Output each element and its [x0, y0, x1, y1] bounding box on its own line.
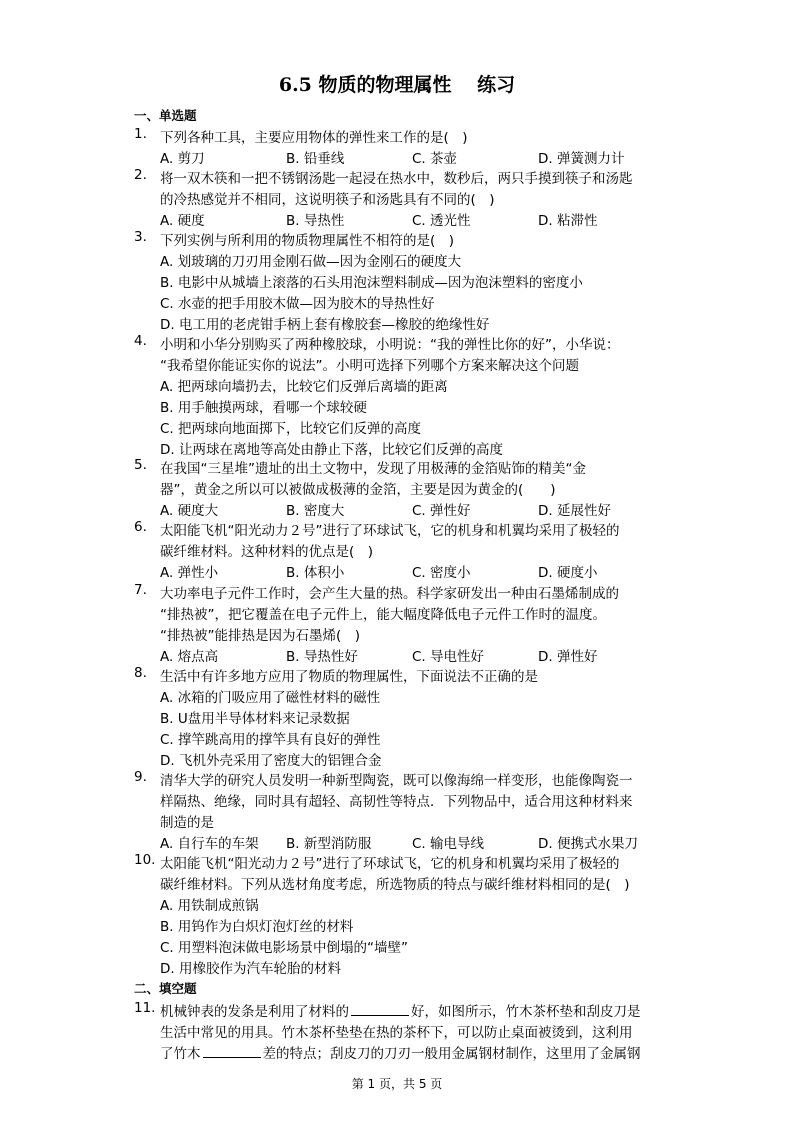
question-line: 太阳能飞机“阳光动力２号”进行了环球试飞，它的机身和机翼均采用了极轻的	[160, 523, 620, 539]
question-line: 机械钟表的发条是利用了材料的 好，如图所示，竹木茶杯垫和刮皮刀是	[160, 1000, 641, 1020]
question-number: 5.	[134, 457, 147, 473]
question-number: 1.	[134, 126, 147, 142]
option-c[interactable]: C. 把两球向地面掷下，比较它们反弹的高度	[160, 421, 422, 437]
option-b[interactable]: B. U盘用半导体材料来记录数据	[160, 711, 350, 727]
question-number: 2.	[134, 167, 147, 183]
option-a[interactable]: A. 硬度	[160, 213, 205, 229]
answer-blank[interactable]	[203, 1043, 261, 1058]
option-a[interactable]: A. 冰箱的门吸应用了磁性材料的磁性	[160, 690, 381, 706]
question-line: 大功率电子元件工作时，会产生大量的热。科学家研发出一种由石墨烯制成的	[160, 586, 619, 602]
question-line: 在我国“三星堆”遗址的出土文物中，发现了用极薄的金箔贴饰的精美“金	[160, 461, 586, 477]
option-d[interactable]: D. 用橡胶作为汽车轮胎的材料	[160, 961, 341, 977]
page-footer: 第 1 页，共 5 页	[351, 1077, 443, 1091]
option-a[interactable]: A. 用铁制成煎锅	[160, 898, 259, 914]
option-c[interactable]: C. 用塑料泡沫做电影场景中倒塌的“墙壁”	[160, 940, 408, 956]
question-line: 太阳能飞机“阳光动力２号”进行了环球试飞，它的机身和机翼均采用了极轻的	[160, 856, 620, 872]
question-line: 样隔热、绝缘，同时具有超轻、高韧性等特点．下列物品中，适合用这种材料来	[160, 794, 633, 810]
option-c[interactable]: C. 输电导线	[412, 836, 485, 852]
question-line: “排热被”能排热是因为石墨烯( )	[160, 628, 361, 644]
answer-blank[interactable]	[351, 1001, 409, 1016]
option-c[interactable]: C. 撑竿跳高用的撑竿具有良好的弹性	[160, 732, 381, 748]
question-number: 10.	[134, 852, 156, 868]
question-line: 将一双木筷和一把不锈钢汤匙一起浸在热水中，数秒后，两只手摸到筷子和汤匙	[160, 171, 633, 187]
section-heading-fill-blank: 二、填空题	[134, 981, 197, 996]
question-line: 小明和小华分别购买了两种橡胶球，小明说：“我的弹性比你的好”，小华说：	[160, 337, 620, 353]
option-d[interactable]: D. 让两球在离地等高处由静止下落，比较它们反弹的高度	[160, 442, 503, 458]
question-line: 碳纤维材料。这种材料的优点是( )	[160, 544, 374, 560]
question-line: 生活中常见的用具。竹木茶杯垫垫在热的茶杯下，可以防止桌面被烫到，这利用	[160, 1025, 633, 1041]
question-line: 的冷热感觉并不相同，这说明筷子和汤匙具有不同的( )	[160, 192, 495, 208]
question-line: 清华大学的研究人员发明一种新型陶瓷，既可以像海绵一样变形，也能像陶瓷一	[160, 773, 633, 789]
page-title: 6.5 物质的物理属性 练习	[278, 74, 516, 96]
option-a[interactable]: A. 熔点高	[160, 649, 219, 665]
option-a[interactable]: A. 剪刀	[160, 151, 205, 167]
option-d[interactable]: D. 电工用的老虎钳手柄上套有橡胶套—橡胶的绝缘性好	[160, 317, 490, 333]
option-b[interactable]: B. 导热性	[286, 213, 345, 229]
question-line: 下列各种工具，主要应用物体的弹性来工作的是( )	[160, 130, 468, 146]
option-c[interactable]: C. 茶壶	[412, 151, 458, 167]
option-d[interactable]: D. 延展性好	[538, 503, 611, 519]
option-b[interactable]: B. 密度大	[286, 503, 345, 519]
option-d[interactable]: D. 硬度小	[538, 565, 598, 581]
question-number: 6.	[134, 519, 147, 535]
question-number: 11.	[134, 1000, 156, 1016]
option-d[interactable]: D. 飞机外壳采用了密度大的铝锂合金	[160, 753, 382, 769]
question-number: 7.	[134, 582, 147, 598]
option-d[interactable]: D. 弹簧测力计	[538, 151, 625, 167]
question-line: 器”，黄金之所以可以被做成极薄的金箔，主要是因为黄金的( )	[160, 482, 556, 498]
option-b[interactable]: B. 用钨作为白炽灯泡灯丝的材料	[160, 919, 354, 935]
question-number: 9.	[134, 769, 147, 785]
question-line: “我希望你能证实你的说法”。小明可选择下列哪个方案来解决这个问题	[160, 358, 579, 374]
option-d[interactable]: D. 粘滞性	[538, 213, 598, 229]
question-line: “排热被”，把它覆盖在电子元件上，能大幅度降低电子元件工作时的温度。	[160, 607, 606, 623]
option-a[interactable]: A. 把两球向墙扔去，比较它们反弹后离墙的距离	[160, 379, 448, 395]
option-b[interactable]: B. 新型消防服	[286, 836, 372, 852]
section-heading-single-choice: 一、单选题	[134, 108, 197, 123]
question-line: 碳纤维材料。下列从选材角度考虑，所选物质的特点与碳纤维材料相同的是( )	[160, 877, 630, 893]
question-line: 了竹木 差的特点；刮皮刀的刀刃一般用金属钢材制作，这里用了金属钢	[160, 1042, 641, 1062]
option-a[interactable]: A. 划玻璃的刀刃用金刚石做—因为金刚石的硬度大	[160, 254, 462, 270]
option-c[interactable]: C. 水壶的把手用胶木做—因为胶木的导热性好	[160, 296, 435, 312]
option-a[interactable]: A. 弹性小	[160, 565, 219, 581]
question-number: 8.	[134, 665, 147, 681]
question-line: 制造的是	[160, 815, 214, 831]
option-b[interactable]: B. 用手触摸两球，看哪一个球较硬	[160, 400, 367, 416]
option-c[interactable]: C. 弹性好	[412, 503, 471, 519]
question-number: 3.	[134, 229, 147, 245]
option-c[interactable]: C. 密度小	[412, 565, 471, 581]
option-c[interactable]: C. 透光性	[412, 213, 471, 229]
question-number: 4.	[134, 333, 147, 349]
question-line: 下列实例与所利用的物质物理属性不相符的是( )	[160, 233, 455, 249]
option-b[interactable]: B. 导热性好	[286, 649, 358, 665]
option-b[interactable]: B. 体积小	[286, 565, 345, 581]
option-d[interactable]: D. 便携式水果刀	[538, 836, 638, 852]
option-c[interactable]: C. 导电性好	[412, 649, 485, 665]
question-line: 生活中有许多地方应用了物质的物理属性，下面说法不正确的是	[160, 669, 538, 685]
option-a[interactable]: A. 自行车的车架	[160, 836, 259, 852]
option-a[interactable]: A. 硬度大	[160, 503, 219, 519]
option-b[interactable]: B. 铅垂线	[286, 151, 345, 167]
option-d[interactable]: D. 弹性好	[538, 649, 598, 665]
option-b[interactable]: B. 电影中从城墙上滚落的石头用泡沫塑料制成—因为泡沫塑料的密度小	[160, 275, 583, 291]
